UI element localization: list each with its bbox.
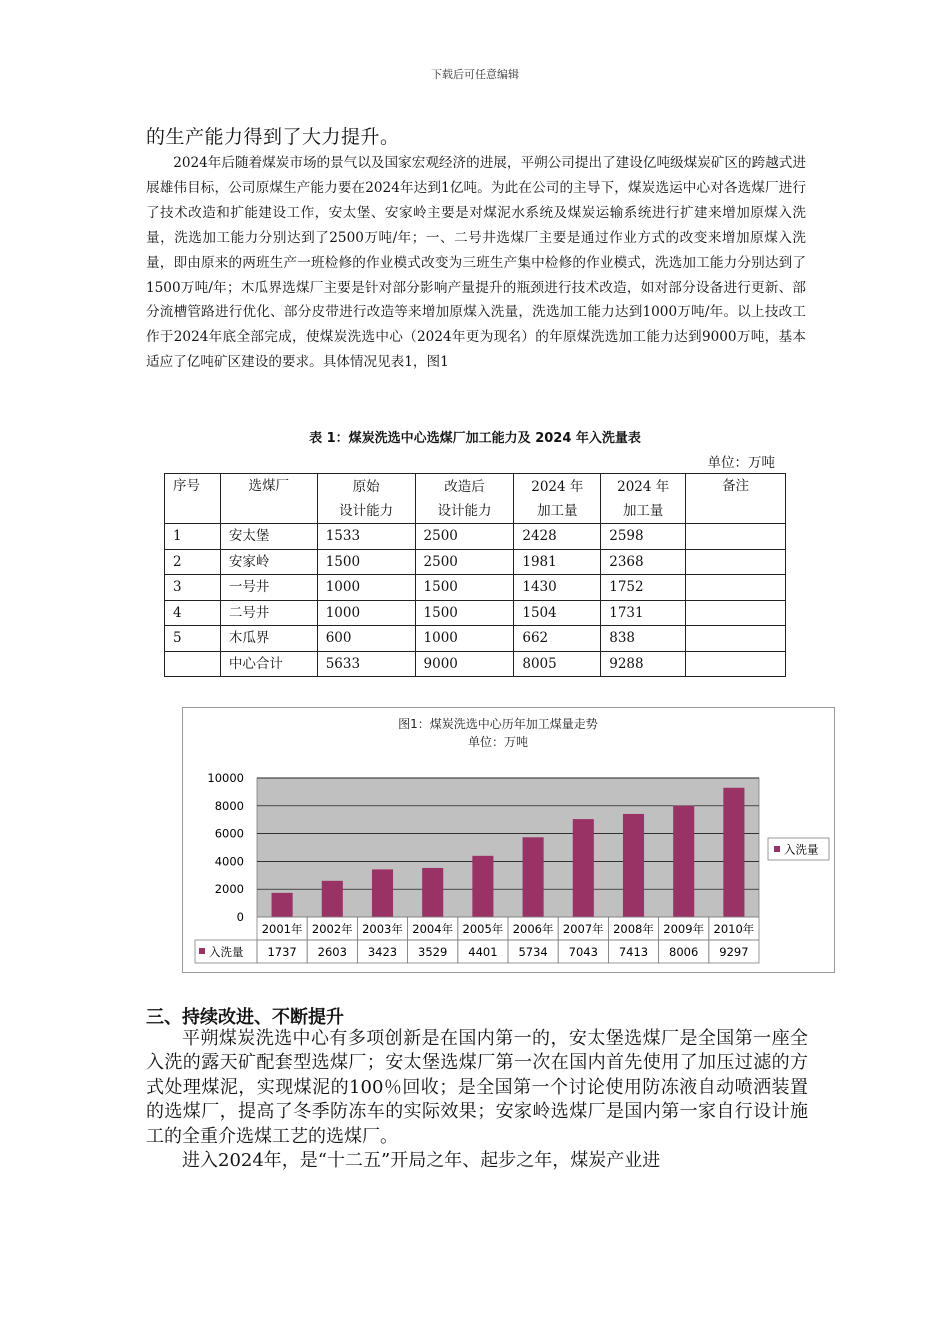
chart-bar <box>673 806 694 917</box>
chart-bar <box>272 893 293 917</box>
data-label: 3423 <box>367 945 398 959</box>
data-label: 2603 <box>317 945 347 959</box>
chart-bar <box>573 819 594 917</box>
data-label: 3529 <box>418 945 448 959</box>
table-cell <box>686 549 786 575</box>
table-cell: 1500 <box>415 575 514 601</box>
paragraph-2-block <box>146 1027 808 1173</box>
table-cell: 安家岭 <box>220 549 317 575</box>
x-tick-label: 2002年 <box>311 922 353 936</box>
table-cell: 1000 <box>415 626 514 652</box>
x-tick-label: 2003年 <box>362 922 403 936</box>
col-header-line-2: 设计能力 <box>437 502 492 519</box>
col-header <box>220 474 317 524</box>
table-cell <box>165 651 221 677</box>
table-cell: 3 <box>165 575 221 601</box>
col-header <box>514 474 601 524</box>
table-cell: 1533 <box>317 524 415 550</box>
x-tick-label: 2008年 <box>613 922 654 936</box>
col-header-line-1: 选煤厂 <box>248 478 290 494</box>
table-row <box>165 524 786 550</box>
y-tick-label: 0 <box>236 910 244 924</box>
table-cell: 8005 <box>514 651 601 677</box>
chart-bar <box>372 869 393 917</box>
table-cell <box>686 626 786 652</box>
chart-title: 图1：煤炭洗选中心历年加工煤量走势 <box>398 717 598 731</box>
table-cell: 安太堡 <box>220 524 317 550</box>
col-header-line-2: 加工量 <box>622 502 664 519</box>
col-header-line-1: 改造后 <box>444 478 485 495</box>
legend-swatch <box>774 846 780 852</box>
table-cell: 1430 <box>514 575 601 601</box>
table-cell: 1500 <box>317 549 415 575</box>
x-tick-label: 2009年 <box>663 922 705 936</box>
chart-container <box>182 707 835 973</box>
chart-subtitle: 单位：万吨 <box>467 735 529 749</box>
table-cell: 4 <box>165 600 221 626</box>
data-label: 7413 <box>618 945 649 959</box>
table-cell: 木瓜界 <box>220 626 317 652</box>
col-header-line-1: 序号 <box>173 478 200 494</box>
x-tick-label: 2006年 <box>512 922 554 936</box>
data-label: 1737 <box>267 945 297 959</box>
lead-line: 的生产能力得到了大力提升。 <box>146 126 400 148</box>
section-title: 三、持续改进、不断提升 <box>146 1007 344 1028</box>
table-cell <box>686 600 786 626</box>
y-tick-label: 6000 <box>214 826 244 841</box>
paragraph-2: 平朔煤炭洗选中心有多项创新是在国内第一的，安太堡选煤厂是全国第一座全入洗的露天矿配套型选煤厂；安太堡选煤厂第一次在国内首先使用了加压过滤的方式处理煤泥，实现煤泥的100％回收；是全国第一个讨论使用防冻液自动喷洒装置的选煤厂，提高了冬季防冻车的实际效果；安家岭选煤厂是国内第一家自行设计施工的全重介选煤工艺的选煤厂。 <box>146 1028 808 1147</box>
x-tick-label: 2010年 <box>713 922 755 936</box>
table-cell: 600 <box>317 626 415 652</box>
table-cell: 2428 <box>514 524 601 550</box>
legend-label: 入洗量 <box>784 842 819 857</box>
paragraph-1-text: 2024年后随着煤炭市场的景气以及国家宏观经济的进展，平朔公司提出了建设亿吨级煤炭矿区的跨越式进展雄伟目标，公司原煤生产能力要在2024年达到1亿吨。为此在公司的主导下，煤炭选运中心对各选煤厂进行了技术改造和扩能建设工作，安太堡、安家岭主要是对煤泥水系统及煤炭运输系统进行扩建来增加原煤入洗量，洗选加工能力分别达到了2500万吨/年；一、二号井选煤厂主要是通过作业方式的改变来增加原煤入洗量，即由原来的两班生产一班检修的作业模式改变为三班生产集中检修的作业模式，洗选加工能力分别达到了1500万吨/年；木瓜界选煤厂主要是针对部分影响产量提升的瓶颈进行技术改造，如对部分设备进行更新、部分流槽管路进行优化、部分皮带进行改造等来增加原煤入洗量，洗选加工能力达到1000万吨/年。以上技改工作于2024年底全部完成，使煤炭洗选中心（2024年更为现名）的年原煤洗选加工能力达到9000万吨，基本适应了亿吨矿区建设的要求。具体情况见表1，图1 <box>146 155 806 371</box>
col-header <box>165 474 221 524</box>
table-cell <box>686 651 786 677</box>
table-cell <box>686 524 786 550</box>
table-row <box>165 575 786 601</box>
data-label: 8006 <box>669 945 699 959</box>
table-cell: 9288 <box>601 651 686 677</box>
data-label: 9297 <box>719 945 749 959</box>
col-header-line-1: 原始 <box>352 478 380 495</box>
table-cell: 5633 <box>317 651 415 677</box>
chart-bar <box>422 868 443 917</box>
table-caption: 表 1：煤炭洗选中心选煤厂加工能力及 2024 年入洗量表 <box>309 431 641 446</box>
table-cell <box>686 575 786 601</box>
data-table-series-name: 入洗量 <box>209 945 244 959</box>
table-cell: 2598 <box>601 524 686 550</box>
y-tick-label: 10000 <box>207 771 244 785</box>
table-cell: 1500 <box>415 600 514 626</box>
col-header <box>686 474 786 524</box>
paragraph-1 <box>146 151 806 375</box>
table-cell: 中心合计 <box>220 651 317 677</box>
table-cell: 1504 <box>514 600 601 626</box>
chart-bar <box>322 881 343 917</box>
table-cell: 5 <box>165 626 221 652</box>
capacity-table <box>164 473 786 677</box>
chart-bar <box>723 788 744 917</box>
table-row <box>165 651 786 677</box>
table-cell: 9000 <box>415 651 514 677</box>
table-cell: 2500 <box>415 524 514 550</box>
x-tick-label: 2007年 <box>562 922 604 936</box>
x-tick-label: 2005年 <box>462 922 504 936</box>
table-cell: 二号井 <box>220 600 317 626</box>
table-cell: 一号井 <box>220 575 317 601</box>
bar-chart <box>183 708 834 972</box>
table-cell: 2368 <box>601 549 686 575</box>
table-body <box>165 524 786 677</box>
x-tick-label: 2004年 <box>412 922 454 936</box>
col-header-line-1: 2024 年 <box>617 478 670 495</box>
col-header <box>601 474 686 524</box>
data-table-legend-key <box>199 948 205 954</box>
table-cell: 2500 <box>415 549 514 575</box>
y-tick-label: 8000 <box>214 798 244 813</box>
table-cell: 1981 <box>514 549 601 575</box>
table-cell: 1000 <box>317 600 415 626</box>
table-row <box>165 600 786 626</box>
table-cell: 2 <box>165 549 221 575</box>
chart-bar <box>523 837 544 917</box>
col-header-line-1: 备注 <box>722 478 750 494</box>
table-header-row <box>165 474 786 524</box>
table-cell: 662 <box>514 626 601 652</box>
table-cell: 1000 <box>317 575 415 601</box>
col-header-line-2: 设计能力 <box>339 502 394 519</box>
header-note: 下载后可任意编辑 <box>431 68 519 81</box>
table-cell: 1731 <box>601 600 686 626</box>
table-row <box>165 626 786 652</box>
col-header-line-2: 加工量 <box>537 502 578 519</box>
chart-bar <box>623 814 644 917</box>
table-unit: 单位：万吨 <box>707 455 775 471</box>
paragraph-3: 进入2024年，是“十二五”开局之年、起步之年，煤炭产业进 <box>182 1150 661 1172</box>
data-label: 7043 <box>568 945 598 959</box>
col-header-line-1: 2024 年 <box>531 478 584 495</box>
col-header <box>415 474 514 524</box>
table-cell: 1 <box>165 524 221 550</box>
col-header <box>317 474 415 524</box>
x-tick-label: 2001年 <box>261 922 303 936</box>
chart-bar <box>472 856 493 917</box>
y-tick-label: 4000 <box>214 854 244 869</box>
table-cell: 1752 <box>601 575 686 601</box>
data-label: 4401 <box>468 945 498 959</box>
table-row <box>165 549 786 575</box>
data-label: 5734 <box>518 945 548 959</box>
y-tick-label: 2000 <box>214 882 244 897</box>
table-cell: 838 <box>601 626 686 652</box>
